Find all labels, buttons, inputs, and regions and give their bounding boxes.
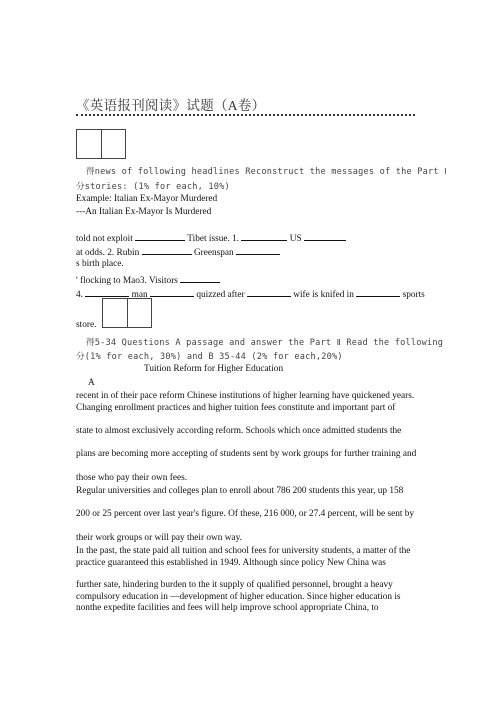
answer-blank[interactable] (236, 245, 280, 255)
headline-text: ' flocking to Mao3. Visitors (76, 276, 178, 286)
passage-paragraph: recent in of their pace reform Chinese institutions of higher learning have quickened years. Changing enrollment practices and higher tuition fees constitute and important part of (76, 391, 415, 413)
passage-paragraph: 200 or 25 percent over last year's figure. Of these, 216 000, or 27.4 percent, will be sent by (76, 509, 415, 519)
headline-text: quizzed after (196, 290, 245, 300)
score-box-divider (127, 299, 128, 327)
headline-text: at odds. 2. Rubin (76, 248, 140, 258)
answer-blank[interactable] (85, 287, 129, 297)
headline-line-4 (76, 273, 220, 286)
answer-blank[interactable] (142, 245, 192, 255)
headline-text: 4. (76, 290, 83, 300)
passage-paragraph: those who pay their own fees. (76, 473, 188, 483)
passage-paragraph: Regular universities and colleges plan to enroll about 786 200 students this year, up 158 (76, 486, 404, 496)
passage-paragraph: state to almost exclusively according reform. Schools which once admitted students the (76, 426, 402, 436)
headline-text: man (131, 290, 148, 300)
passage-paragraph: In the past, the state paid all tuition and school fees for university students, a matter of the practice guaranteed this established in 1949. Although since policy New China was (76, 546, 411, 568)
headline-text: US (289, 234, 302, 244)
headline-line-1 (76, 231, 346, 244)
answer-blank[interactable] (247, 287, 291, 297)
headline-text: wife is knifed in (293, 290, 354, 300)
part1-example-answer: ---An Italian Ex-Mayor Is Murdered (76, 207, 212, 217)
part1-instruction-line1: 得news of following headlines Reconstruct the messages of the Part Ⅰ (86, 167, 447, 177)
headline-text: sports (402, 290, 425, 300)
passage-paragraph: their work groups or will pay their own way. (76, 533, 242, 543)
headline-line-3: s birth place. (76, 259, 124, 269)
headline-text: Tibet issue. 1. (187, 234, 240, 244)
part2-instruction-line1: 得5-34 Questions A passage and answer the Part Ⅱ Read the following (86, 338, 444, 348)
passage-paragraph: further sate, hindering burden to the it supply of qualified personnel, brought a heavy compulsory education in —development of higher education. Since higher education is nonthe expedite facilities and fees will help improve school appropriate China, to (76, 580, 401, 614)
page-title: 《英语报刊阅读》试题（A卷） (76, 98, 266, 113)
headline-line-2 (76, 245, 280, 258)
dotted-divider (76, 114, 415, 116)
part1-example-label: Example: Italian Ex-Mayor Murdered (76, 194, 218, 204)
headline-text: told not exploit (76, 234, 133, 244)
part1-instruction-line2: 分stories: (1% for each, 10%) (76, 182, 230, 192)
answer-blank[interactable] (304, 231, 346, 241)
passage-title: Tuition Reform for Higher Education (144, 364, 284, 374)
headline-line-6: store. (76, 320, 97, 330)
answer-blank[interactable] (180, 273, 220, 283)
part2-instruction-line2: 分(1% for each, 30%) and B 35-44 (2% for each,20%) (76, 352, 343, 362)
answer-blank[interactable] (135, 231, 185, 241)
score-box-part1 (76, 129, 126, 159)
answer-blank[interactable] (356, 287, 400, 297)
headline-text: Greenspan (193, 248, 234, 258)
score-box-part2 (102, 298, 152, 328)
score-box-divider (101, 130, 102, 158)
answer-blank[interactable] (150, 287, 194, 297)
section-label: A (88, 378, 95, 388)
passage-paragraph: plans are becoming more accepting of students sent by work groups for further training and (76, 449, 417, 459)
answer-blank[interactable] (241, 231, 287, 241)
